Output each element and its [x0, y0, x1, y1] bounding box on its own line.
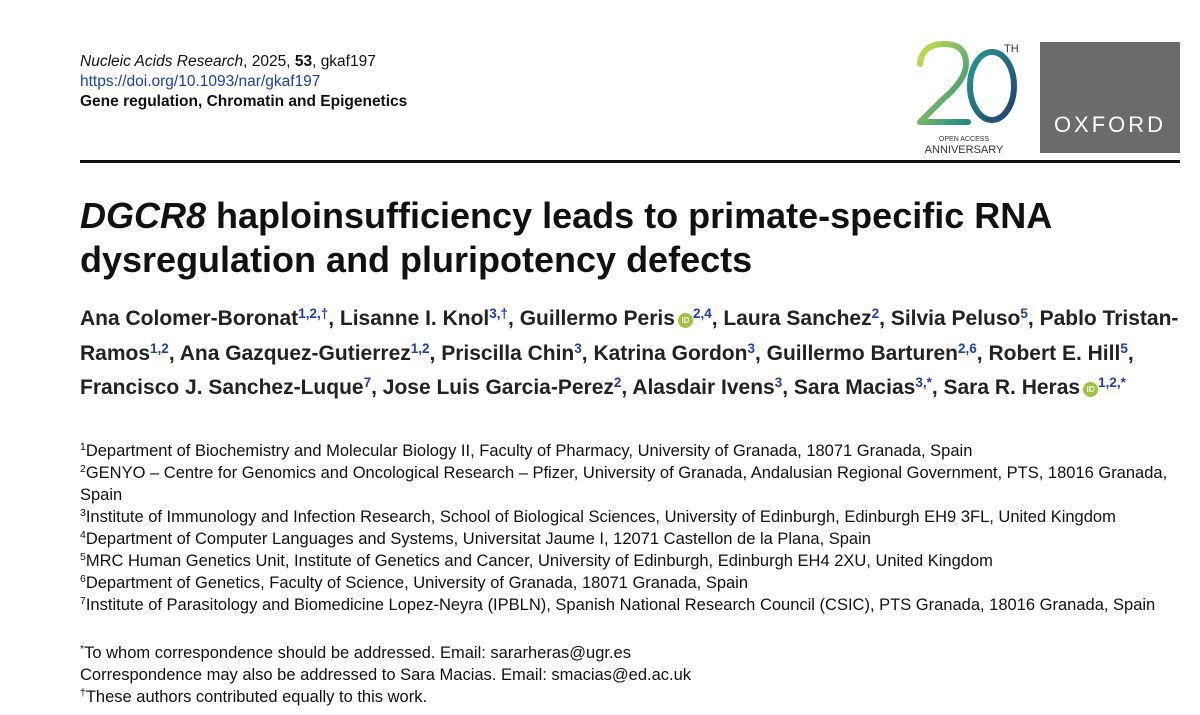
affiliation-item — [80, 528, 1190, 550]
affiliation-item — [80, 506, 1190, 528]
author-affiliation-marks[interactable]: 2 — [871, 306, 880, 321]
author-affiliation-marks[interactable]: 2,6 — [958, 340, 977, 356]
affiliation-item — [80, 462, 1190, 506]
affiliation-text: MRC Human Genetics Unit, Institute of Genetics and Cancer, University of Edinburgh, Edinburgh EH4 2XU, United Kingdom — [85, 552, 993, 570]
author-name: Sara R. Heras — [943, 376, 1081, 399]
article-id: , gkaf197 — [312, 53, 376, 70]
author-separator: , — [1127, 341, 1134, 365]
affiliation-number: 5 — [80, 551, 86, 563]
dagger-mark: † — [80, 687, 86, 699]
author-affiliation-marks[interactable]: 5 — [1120, 340, 1128, 356]
anniversary-logo-graphic — [912, 40, 1024, 158]
author-affiliation-marks[interactable]: 3 — [747, 340, 755, 356]
author — [593, 342, 766, 365]
affiliation-text: Department of Biochemistry and Molecular Biology II, Faculty of Pharmacy, University of Granada, 18071 Granada, Spain — [85, 442, 973, 460]
affiliation-number: 7 — [80, 595, 86, 607]
author-separator: , — [976, 341, 989, 365]
affiliation-number: 4 — [80, 529, 86, 541]
author — [80, 307, 340, 330]
journal-year: , 2025, — [243, 53, 295, 70]
journal-volume: 53 — [294, 53, 313, 70]
article-title — [80, 194, 1180, 282]
author-name: Robert E. Hill — [988, 341, 1121, 365]
author-affiliation-marks[interactable]: 1,2,* — [1098, 375, 1126, 390]
affiliation-text: Department of Computer Languages and Systems, Universitat Jaume I, 12071 Castellon de la Plana, Spain — [85, 530, 871, 548]
author-affiliation-marks[interactable]: 2,4 — [692, 306, 712, 321]
affiliation-number: 3 — [80, 507, 86, 519]
author-separator: , — [371, 376, 383, 399]
author-affiliation-marks[interactable]: 7 — [363, 375, 372, 390]
corresponding-author-text: To whom correspondence should be addressed. Email: sararheras@ugr.es — [84, 644, 631, 662]
author — [794, 376, 944, 399]
orcid-icon[interactable]: iD — [1083, 382, 1098, 397]
author-separator: , — [168, 341, 180, 365]
author-affiliation-marks[interactable]: 3,† — [489, 306, 509, 321]
author-name: Katrina Gordon — [593, 341, 748, 365]
journal-section: Gene regulation, Chromatin and Epigenetics — [80, 93, 408, 110]
author-affiliation-marks[interactable]: 1,2 — [150, 340, 169, 356]
author-separator: , — [782, 376, 794, 399]
author-separator: , — [1027, 307, 1040, 330]
author-name: Guillermo Peris — [519, 307, 675, 330]
corresponding-author-note — [80, 642, 1180, 664]
author-list — [80, 302, 1190, 406]
oxford-wordmark: OXFORD — [1053, 112, 1167, 137]
author-name: Priscilla Chin — [441, 341, 575, 365]
affiliation-item — [80, 572, 1190, 594]
author-affiliation-marks[interactable]: 2 — [613, 375, 622, 390]
affiliation-number: 6 — [80, 573, 86, 585]
anniversary-logo — [912, 40, 1024, 158]
author-affiliation-marks[interactable]: 3 — [574, 340, 582, 356]
journal-name: Nucleic Acids Research — [80, 53, 244, 70]
author — [723, 307, 890, 330]
star-mark: * — [80, 643, 85, 655]
author-name: Guillermo Barturen — [766, 341, 959, 365]
author — [767, 342, 989, 365]
anniversary-th: TH — [1004, 43, 1019, 55]
author — [80, 376, 383, 399]
correspondence-notes — [80, 642, 1180, 708]
author-affiliation-marks[interactable]: 5 — [1020, 306, 1028, 321]
equal-contribution-text: These authors contributed equally to this work. — [85, 688, 428, 706]
author-separator: , — [581, 341, 594, 365]
author-name: Sara Macias — [793, 376, 916, 399]
title-gene: DGCR8 — [80, 195, 207, 236]
secondary-correspondence-note: Correspondence may also be addressed to Sara Macias. Email: smacias@ed.ac.uk — [80, 666, 692, 684]
author — [180, 342, 442, 365]
author-name: Ana Colomer-Boronat — [80, 307, 299, 330]
affiliation-text: Institute of Parasitology and Biomedicine Lopez-Neyra (IPBLN), Spanish National Research Council (CSIC), PTS Granada, 18016 Granada, Spain — [85, 596, 1156, 614]
author-separator: , — [328, 307, 340, 330]
doi-link[interactable]: https://doi.org/10.1093/nar/gkaf197 — [80, 73, 321, 90]
oxford-logo — [1040, 42, 1180, 153]
author-name: Francisco J. Sanchez-Luque — [80, 376, 364, 399]
header-rule — [80, 160, 1180, 163]
author — [520, 307, 724, 330]
author-separator: , — [711, 307, 724, 330]
author — [891, 307, 1040, 330]
journal-line — [80, 52, 407, 72]
author — [340, 307, 520, 330]
author — [383, 376, 633, 399]
author-name: Ana Gazquez-Gutierrez — [179, 341, 411, 365]
affiliation-number: 1 — [80, 441, 86, 453]
affiliation-list — [80, 440, 1190, 616]
orcid-icon[interactable]: iD — [678, 313, 693, 328]
affiliation-item — [80, 550, 1190, 572]
author — [441, 342, 593, 365]
author-affiliation-marks[interactable]: 1,2 — [410, 340, 430, 356]
author-separator: , — [621, 376, 633, 399]
author-affiliation-marks[interactable]: 1,2,† — [298, 306, 329, 321]
author-name: Alasdair Ivens — [632, 376, 775, 399]
author — [632, 376, 794, 399]
anniversary-label: ANNIVERSARY — [924, 144, 1004, 156]
affiliation-item — [80, 440, 1190, 462]
author — [944, 376, 1126, 399]
affiliation-text: GENYO – Centre for Genomics and Oncological Research – Pfizer, University of Granada, Andalusian Regional Government, PTS, 18016 Granada, Spain — [80, 464, 1168, 504]
affiliation-text: Department of Genetics, Faculty of Science, University of Granada, 18071 Granada, Spain — [85, 574, 749, 592]
author-affiliation-marks[interactable]: 3 — [774, 375, 783, 390]
author-separator: , — [931, 376, 944, 399]
affiliation-text: Institute of Immunology and Infection Research, School of Biological Sciences, University of Edinburgh, Edinburgh EH9 3FL, United Kingdom — [85, 508, 1116, 526]
affiliation-item — [80, 594, 1190, 616]
author-separator: , — [879, 307, 891, 330]
author-separator: , — [429, 341, 442, 365]
equal-contribution-note — [80, 686, 1180, 708]
anniversary-open-access: OPEN ACCESS — [938, 136, 990, 143]
author-name: Laura Sanchez — [723, 307, 872, 330]
author-affiliation-marks[interactable]: 3,* — [915, 375, 932, 390]
author-name: Pablo Tristan-Ramos — [80, 307, 1179, 365]
author-separator: , — [508, 307, 520, 330]
author-name: Silvia Peluso — [890, 307, 1021, 330]
author-name: Jose Luis Garcia-Perez — [382, 376, 614, 399]
affiliation-number: 2 — [80, 463, 86, 475]
title-rest: haploinsufficiency leads to primate-specific RNA dysregulation and pluripotency defects — [80, 195, 1051, 280]
journal-citation — [80, 52, 407, 112]
author-name: Lisanne I. Knol — [339, 307, 490, 330]
author — [988, 342, 1133, 365]
author-separator: , — [754, 341, 767, 365]
